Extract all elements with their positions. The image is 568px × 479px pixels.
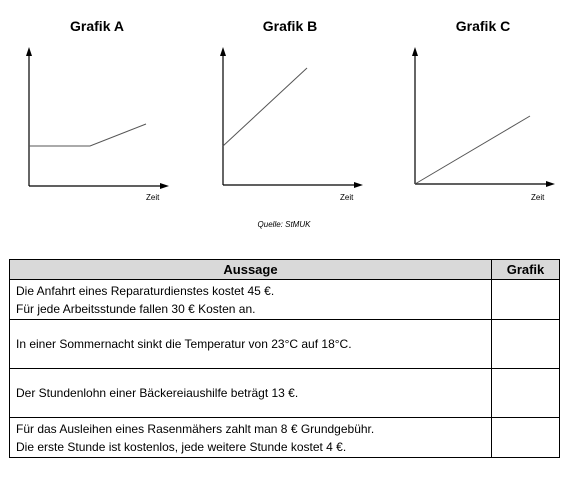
graph-b: [210, 18, 370, 208]
graph-b-plot: [210, 18, 370, 208]
graph-b-title: Grafik B: [262, 18, 318, 34]
header-statement: Aussage: [10, 260, 492, 280]
answer-cell[interactable]: [492, 280, 560, 320]
statement-line: In einer Sommernacht sinkt die Temperatur von 23°C auf 18°C.: [16, 337, 352, 351]
statement-line: Der Stundenlohn einer Bäckereiaushilfe beträgt 13 €.: [16, 386, 299, 400]
graph-a-y-arrow: [26, 47, 32, 56]
graph-b-x-arrow: [354, 182, 363, 188]
table-row: [10, 320, 560, 369]
statement-line: Für jede Arbeitsstunde fallen 30 € Kosten an.: [16, 301, 256, 316]
graph-c-y-arrow: [412, 47, 418, 56]
graph-a-function-line: [29, 124, 146, 146]
graph-c-plot: [403, 18, 563, 208]
table-row: [10, 418, 560, 458]
header-graph: Grafik: [492, 260, 560, 280]
graph-c-title: Grafik C: [455, 18, 511, 34]
source-caption: Quelle: StMUK: [257, 220, 311, 229]
statement-line: Die Anfahrt eines Reparaturdienstes kostet 45 €.: [16, 283, 275, 298]
graph-a-title: Grafik A: [70, 18, 124, 34]
graph-b-x-label: Zeit: [340, 193, 354, 202]
statement-cell: [10, 418, 492, 458]
answer-cell[interactable]: [492, 369, 560, 418]
graph-a-x-arrow: [160, 183, 169, 189]
graph-c-x-arrow: [546, 181, 555, 187]
answer-cell[interactable]: [492, 320, 560, 369]
table-row: [10, 369, 560, 418]
statement-line: Für das Ausleihen eines Rasenmähers zahlt man 8 € Grundgebühr.: [16, 421, 375, 436]
graph-b-function-line: [223, 68, 307, 146]
statement-cell: [10, 320, 492, 369]
statement-cell: [10, 369, 492, 418]
graph-c: [403, 18, 563, 208]
table-header-row: [10, 260, 560, 280]
graph-b-y-arrow: [220, 47, 226, 56]
graph-a-x-label: Zeit: [146, 193, 160, 202]
table-row: [10, 280, 560, 320]
graph-a-plot: [17, 18, 177, 208]
graph-c-x-label: Zeit: [531, 193, 545, 202]
statement-table: [9, 259, 560, 458]
statement-line: Die erste Stunde ist kostenlos, jede weitere Stunde kostet 4 €.: [16, 439, 347, 454]
answer-cell[interactable]: [492, 418, 560, 458]
statement-cell: [10, 280, 492, 320]
graph-a: [17, 18, 177, 208]
graph-c-function-line: [415, 116, 530, 184]
